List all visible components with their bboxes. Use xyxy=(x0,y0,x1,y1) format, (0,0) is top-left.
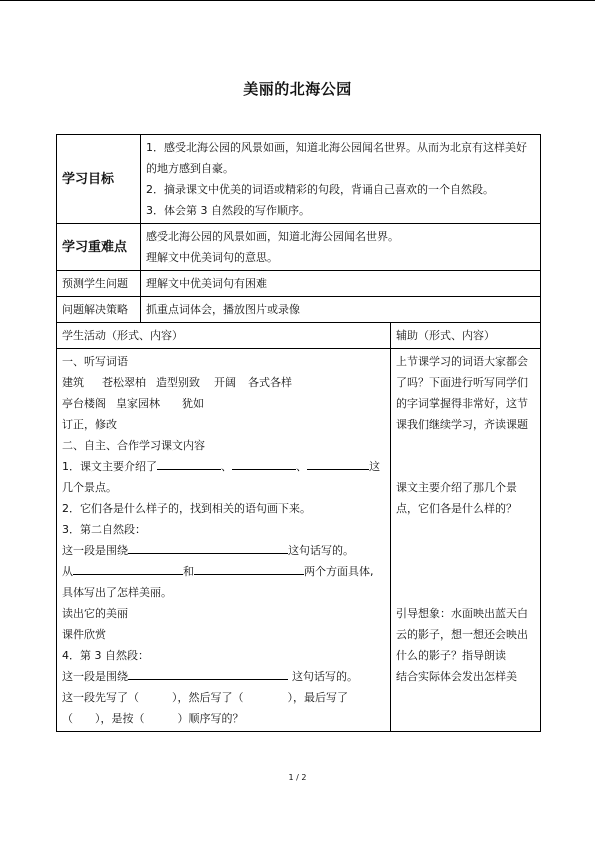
question-text: 这一段是围绕 xyxy=(62,670,128,683)
courseware-line: 课件欣赏 xyxy=(62,628,106,641)
key-points-content xyxy=(141,224,541,271)
assist-note-1: 上节课学习的词语大家都会了吗？下面进行听写同学们的字词掌握得非常好，这节课我们继续学习，齐读课题 xyxy=(396,355,528,431)
fill-blank xyxy=(194,561,304,575)
question-4b: 这一段先写了（ ），然后写了（ ），最后写了 xyxy=(62,691,348,704)
strategies-row xyxy=(57,297,541,323)
section-title: 一、听写词语 xyxy=(62,355,128,368)
section-title: 二、自主、合作学习课文内容 xyxy=(62,439,205,452)
activities-row xyxy=(57,349,541,732)
predicted-problems-value: 理解文中优美词句有困难 xyxy=(141,271,541,297)
page-number: 1 / 2 xyxy=(288,773,307,782)
key-point-line: 理解文中优美词句的意思。 xyxy=(146,251,278,264)
question-2: 2．它们各是什么样子的，找到相关的语句画下来。 xyxy=(62,502,311,515)
question-text: 、 xyxy=(221,460,232,473)
question-text: 1．课文主要介绍了 xyxy=(62,460,157,473)
read-line: 读出它的美丽 xyxy=(62,607,128,620)
predicted-problems-row xyxy=(57,271,541,297)
lesson-plan-table xyxy=(56,134,541,732)
question-1 xyxy=(62,456,385,477)
strategies-value: 抓重点词体会，播放图片或录像 xyxy=(141,297,541,323)
question-4c: （ ），是按（ ）顺序写的？ xyxy=(62,712,244,725)
strategies-label: 问题解决策略 xyxy=(57,297,141,323)
key-points-row xyxy=(57,224,541,271)
fill-blank xyxy=(232,456,296,470)
words-row xyxy=(62,393,385,414)
predicted-problems-label: 预测学生问题 xyxy=(57,271,141,297)
question-4a xyxy=(62,666,385,687)
question-text: 这一段是围绕 xyxy=(62,544,128,557)
fill-blank xyxy=(157,456,221,470)
dictation-word: 苍松翠柏 xyxy=(102,376,146,389)
question-4: 4．第 3 自然段： xyxy=(62,649,149,662)
dictation-word: 开阔 xyxy=(214,376,236,389)
objectives-content xyxy=(141,135,541,224)
question-3c: 具体写出了怎样美丽。 xyxy=(62,586,172,599)
objective-item: 3．体会第 3 自然段的写作顺序。 xyxy=(146,204,310,217)
objective-item: 2．摘录课文中优美的词语或精彩的句段，背诵自己喜欢的一个自然段。 xyxy=(146,183,494,196)
question-3b xyxy=(62,561,385,582)
dictation-word: 各式各样 xyxy=(248,376,292,389)
page-title: 美丽的北海公园 xyxy=(243,80,352,98)
question-text: 这 xyxy=(369,460,380,473)
key-point-line: 感受北海公园的风景如画，知道北海公园闻名世界。 xyxy=(146,230,399,243)
fill-blank xyxy=(128,666,288,680)
fill-blank xyxy=(307,456,369,470)
assist-note-4: 结合实际体会发出怎样美 xyxy=(396,670,517,683)
words-row xyxy=(62,372,385,393)
objectives-label: 学习目标 xyxy=(57,135,141,224)
section-header-row xyxy=(57,323,541,349)
question-text: 、 xyxy=(296,460,307,473)
question-text: 和 xyxy=(183,565,194,578)
question-3a xyxy=(62,540,385,561)
question-text: 两个方面具体, xyxy=(304,565,374,578)
dictation-word: 皇家园林 xyxy=(116,397,160,410)
assist-content xyxy=(391,349,541,732)
fill-blank xyxy=(73,561,183,575)
question-3: 3．第二自然段： xyxy=(62,523,146,536)
question-1-continued: 几个景点。 xyxy=(62,481,117,494)
dictation-word: 建筑 xyxy=(62,376,84,389)
activities-content xyxy=(57,349,391,732)
dictation-word: 亭台楼阁 xyxy=(62,397,106,410)
top-rule xyxy=(0,0,595,1)
activities-header: 学生活动（形式、内容） xyxy=(57,323,391,349)
assist-note-2: 课文主要介绍了那几个景点，它们各是什么样的？ xyxy=(396,481,517,515)
correct-line: 订正，修改 xyxy=(62,418,117,431)
objectives-row xyxy=(57,135,541,224)
objective-item: 1．感受北海公园的风景如画，知道北海公园闻名世界。从而为北京有这样美好的地方感到自豪。 xyxy=(146,141,527,175)
fill-blank xyxy=(128,540,288,554)
dictation-word: 造型别致 xyxy=(156,376,200,389)
question-text: 从 xyxy=(62,565,73,578)
assist-header: 辅助（形式、内容） xyxy=(391,323,541,349)
key-points-label: 学习重难点 xyxy=(57,224,141,271)
assist-note-3: 引导想象：水面映出蓝天白云的影子，想一想还会映出什么的影子？指导朗读 xyxy=(396,607,528,662)
question-text: 这句话写的。 xyxy=(292,670,358,683)
dictation-word: 犹如 xyxy=(182,397,204,410)
question-text: 这句话写的。 xyxy=(288,544,354,557)
